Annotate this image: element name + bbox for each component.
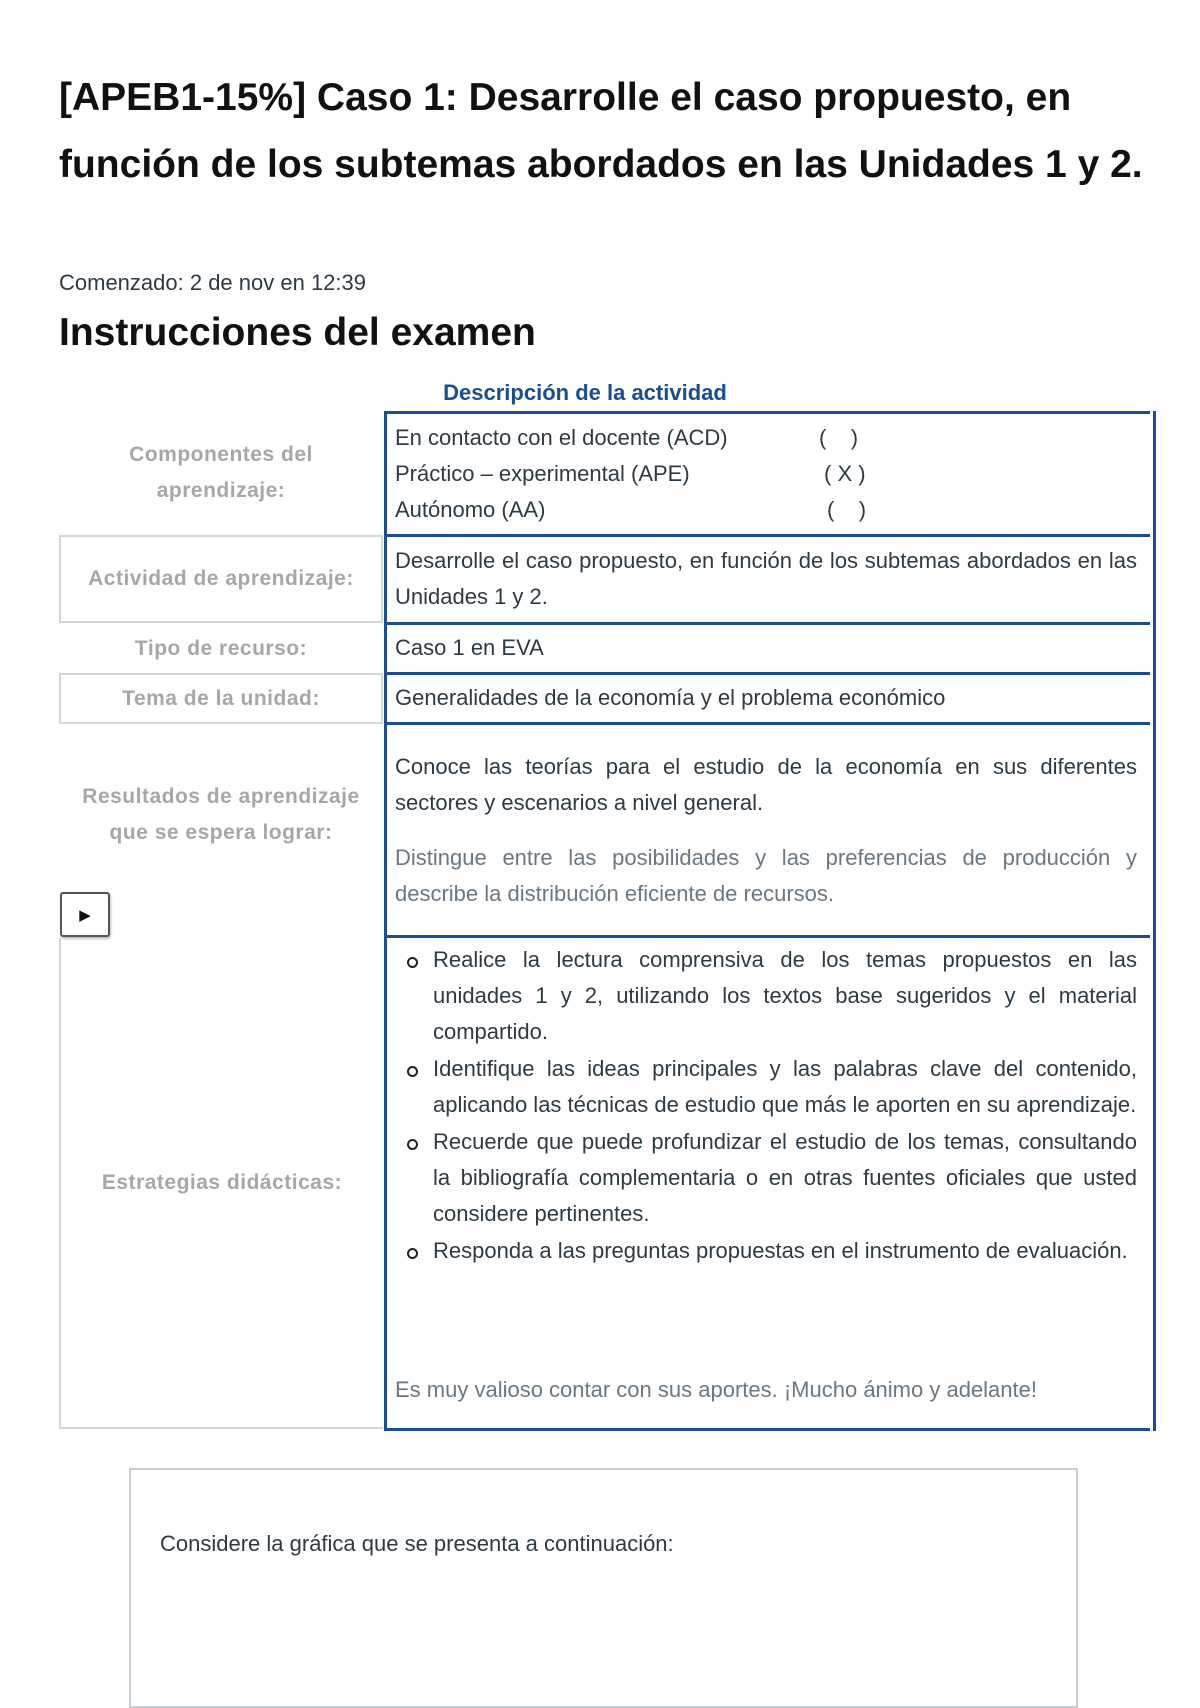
page-title: [APEB1-15%] Caso 1: Desarrolle el caso propuesto, en función de los subtemas abordados en las Unidades 1 y 2. (59, 76, 1143, 186)
row-divider (384, 534, 1150, 537)
list-item: Recuerde que puede profundizar el estudio de los temas, consultando la bibliografía complementaria o en otras fuentes oficiales que usted considere pertinentes. (395, 1124, 1137, 1232)
started-timestamp: Comenzado: 2 de nov en 12:39 (59, 270, 367, 295)
play-icon: ▶ (79, 906, 91, 924)
bullet-icon (407, 1139, 418, 1150)
results-item: Distingue entre las posibilidades y las preferencias de producción y describe la distribución eficiente de recursos. (395, 845, 1137, 906)
play-button[interactable] (60, 892, 110, 937)
row-divider (384, 622, 1150, 625)
topic-label: Tema de la unidad: (59, 673, 383, 724)
list-item: Responda a las preguntas propuestas en el instrumento de evaluación. (395, 1233, 1137, 1269)
resource-label: Tipo de recurso: (134, 636, 308, 660)
resource-value: Caso 1 en EVA (395, 635, 544, 660)
component-ape: Práctico – experimental (APE) (395, 461, 690, 486)
strategies-list (395, 942, 1137, 1270)
component-ape-mark: ( X ) (824, 461, 866, 486)
topic-value: Generalidades de la economía y el problema económico (395, 685, 946, 710)
activity-value: Desarrolle el caso propuesto, en función de los subtemas abordados en las Unidades 1 y 2. (395, 548, 1137, 609)
results-label: Resultados de aprendizaje que se espera lograr: (82, 785, 360, 844)
component-aa: Autónomo (AA) (395, 497, 546, 522)
component-aa-mark: ( ) (827, 497, 867, 522)
row-divider (384, 935, 1150, 938)
bullet-icon (407, 1248, 418, 1259)
activity-label: Actividad de aprendizaje: (59, 535, 383, 623)
row-divider (384, 411, 1150, 414)
list-item: Realice la lectura comprensiva de los temas propuestos en las unidades 1 y 2, utilizando los textos base sugeridos y el material compartido. (395, 942, 1137, 1050)
row-divider (384, 722, 1150, 725)
instructions-heading: Instrucciones del examen (59, 311, 536, 354)
table-caption: Descripción de la actividad (443, 380, 727, 405)
strategies-closing: Es muy valioso contar con sus aportes. ¡Mucho ánimo y adelante! (395, 1377, 1037, 1402)
component-acd: En contacto con el docente (ACD) (395, 425, 728, 450)
question-text: Considere la gráfica que se presenta a continuación: (160, 1531, 674, 1556)
strategies-label: Estrategias didácticas: (59, 938, 383, 1429)
components-label: Componentes del aprendizaje: (129, 443, 313, 502)
results-item: Conoce las teorías para el estudio de la economía en sus diferentes sectores y escenarios a nivel general. (395, 754, 1137, 815)
row-divider (384, 672, 1150, 675)
row-divider (384, 1428, 1150, 1431)
question-box (129, 1468, 1078, 1708)
bullet-icon (407, 957, 418, 968)
list-item: Identifique las ideas principales y las palabras clave del contenido, aplicando las técnicas de estudio que más le aporten en su aprendizaje. (395, 1051, 1137, 1123)
bullet-icon (407, 1066, 418, 1077)
component-acd-mark: ( ) (819, 425, 859, 450)
